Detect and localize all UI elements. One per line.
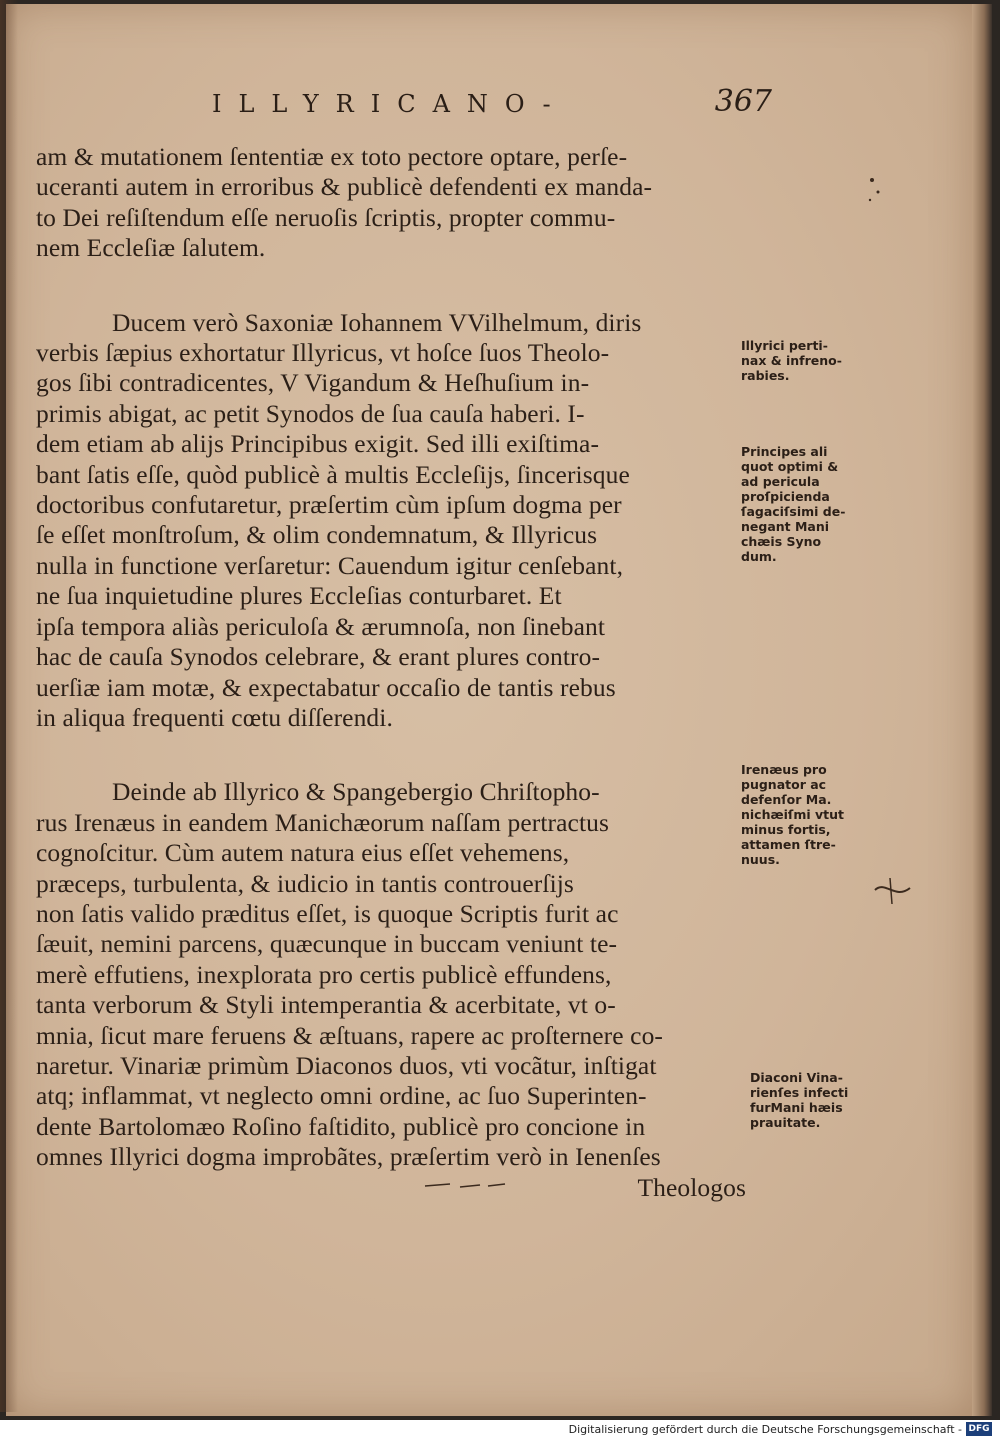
margin-note-line: nax & infreno- <box>741 353 842 368</box>
margin-note-line: Illyrici perti- <box>741 338 828 353</box>
margin-note-line: ad pericula <box>741 474 820 489</box>
margin-note-line: Diaconi Vina- <box>750 1070 843 1085</box>
page-number: 367 <box>714 84 772 119</box>
text-line: merè effutiens, inexplorata pro certis publicè effundens, <box>36 959 612 989</box>
margin-note-2 <box>741 444 873 564</box>
text-line: naretur. Vinariæ primùm Diaconos duos, vti vocãtur, inſtigat <box>36 1050 657 1080</box>
running-head: ILLYRICANO- <box>212 90 568 118</box>
margin-note-line: nuus. <box>741 852 780 867</box>
text-line: uerſiæ iam motæ, & expectabatur occaſio de tantis rebus <box>36 672 616 702</box>
margin-note-line: rienſes infecti <box>750 1085 849 1100</box>
margin-note-line: rabies. <box>741 368 790 383</box>
margin-note-4 <box>750 1070 882 1130</box>
paragraph-2 <box>36 308 746 734</box>
margin-note-line: prauitate. <box>750 1115 821 1130</box>
footer-bar <box>0 1420 1000 1440</box>
margin-note-line: quot optimi & <box>741 459 839 474</box>
text-line: non ſatis valido præditus eſſet, is quoque Scriptis furit ac <box>36 898 619 928</box>
text-line: to Dei reſiſtendum eſſe neruoſis ſcriptis, propter commu- <box>36 202 616 232</box>
text-line: ne ſua inquietudine plures Eccleſias conturbaret. Et <box>36 581 562 611</box>
page-header <box>212 84 772 134</box>
text-line: cognoſcitur. Cùm autem natura eius eſſet vehemens, <box>36 838 570 868</box>
text-line: dente Bartolomæo Roſino faſtidito, publicè pro concione in <box>36 1111 646 1141</box>
text-line: gos ſibi contradicentes, V Vigandum & Heſhuſium in- <box>36 368 590 398</box>
margin-note-line: Irenæus pro <box>741 762 827 777</box>
margin-note-line: attamen ſtre- <box>741 837 836 852</box>
margin-note-1 <box>741 338 873 383</box>
page-edge <box>972 4 992 1416</box>
digitization-credit: Digitalisierung gefördert durch die Deutsche Forschungsgemeinschaft - <box>568 1423 962 1436</box>
main-text <box>36 142 746 1203</box>
text-line: dem etiam ab alijs Principibus exigit. Sed illi exiſtima- <box>36 429 600 459</box>
text-line: nem Eccleſiæ ſalutem. <box>36 233 266 263</box>
marginal-flourish-mark <box>870 870 920 910</box>
text-line: ſe eſſet monſtroſum, & olim condemnatum, & Illyricus <box>36 520 598 550</box>
text-line: mnia, ſicut mare feruens & æſtuans, rapere ac proſternere co- <box>36 1020 664 1050</box>
paragraph-3 <box>36 777 746 1203</box>
margin-note-line: Principes ali <box>741 444 828 459</box>
text-line: primis abigat, ac petit Synodos de ſua cauſa haberi. I- <box>36 398 585 428</box>
text-line: bant ſatis eſſe, quòd publicè à multis Eccleſijs, ſincerisque <box>36 459 630 489</box>
margin-note-line: negant Mani <box>741 519 830 534</box>
margin-note-line: ſagaciſsimi de- <box>741 504 846 519</box>
paragraph-1 <box>36 142 746 264</box>
margin-note-line: proſpicienda <box>741 489 830 504</box>
text-line: in aliqua frequenti cœtu diſſerendi. <box>36 702 393 732</box>
margin-note-line: chæis Syno <box>741 534 822 549</box>
text-line: atq; inflammat, vt neglecto omni ordine, ac ſuo Superinten- <box>36 1081 647 1111</box>
text-line: verbis ſæpius exhortatur Illyricus, vt hoſce ſuos Theolo- <box>36 338 610 368</box>
text-line: tanta verborum & Styli intemperantia & acerbitate, vt o- <box>36 990 616 1020</box>
margin-note-3 <box>741 762 873 867</box>
text-line: am & mutationem ſententiæ ex toto pectore optare, perſe- <box>36 142 628 171</box>
dfg-logo: DFG <box>966 1422 992 1436</box>
gutter-shadow <box>0 0 18 1412</box>
margin-note-line: nichæiſmi vtut <box>741 807 844 822</box>
catchword: Theologos <box>637 1172 746 1202</box>
text-line: ipſa tempora aliàs periculoſa & ærumnoſa, non ſinebant <box>36 611 606 641</box>
text-line: uceranti autem in erroribus & publicè defendenti ex manda- <box>36 172 653 202</box>
margin-note-line: minus fortis, <box>741 822 831 837</box>
margin-note-line: furMani hæis <box>750 1100 843 1115</box>
text-line: præceps, turbulenta, & iudicio in tantis controuerſijs <box>36 868 574 898</box>
text-line: hac de cauſa Synodos celebrare, & erant plures contro- <box>36 642 601 672</box>
text-line: doctoribus confutaretur, præſertim cùm ipſum dogma per <box>36 490 622 520</box>
margin-note-line: dum. <box>741 549 777 564</box>
margin-note-line: pugnator ac <box>741 777 827 792</box>
text-line: ſæuit, nemini parcens, quæcunque in buccam veniunt te- <box>36 929 618 959</box>
ink-stain-mark <box>860 170 890 210</box>
text-line: omnes Illyrici dogma improbãtes, præſertim verò in Ienenſes <box>36 1142 661 1172</box>
text-line: nulla in functione verſaretur: Cauendum igitur cenſebant, <box>36 550 624 580</box>
text-line: rus Irenæus in eandem Manichæorum naſſam pertractus <box>36 807 610 837</box>
margin-note-line: defenſor Ma. <box>741 792 832 807</box>
text-line: Deinde ab Illyrico & Spangebergio Chriſtopho- <box>112 777 600 807</box>
decorative-rule-mark <box>420 1178 510 1194</box>
text-line: Ducem verò Saxoniæ Iohannem VVilhelmum, diris <box>112 307 642 337</box>
